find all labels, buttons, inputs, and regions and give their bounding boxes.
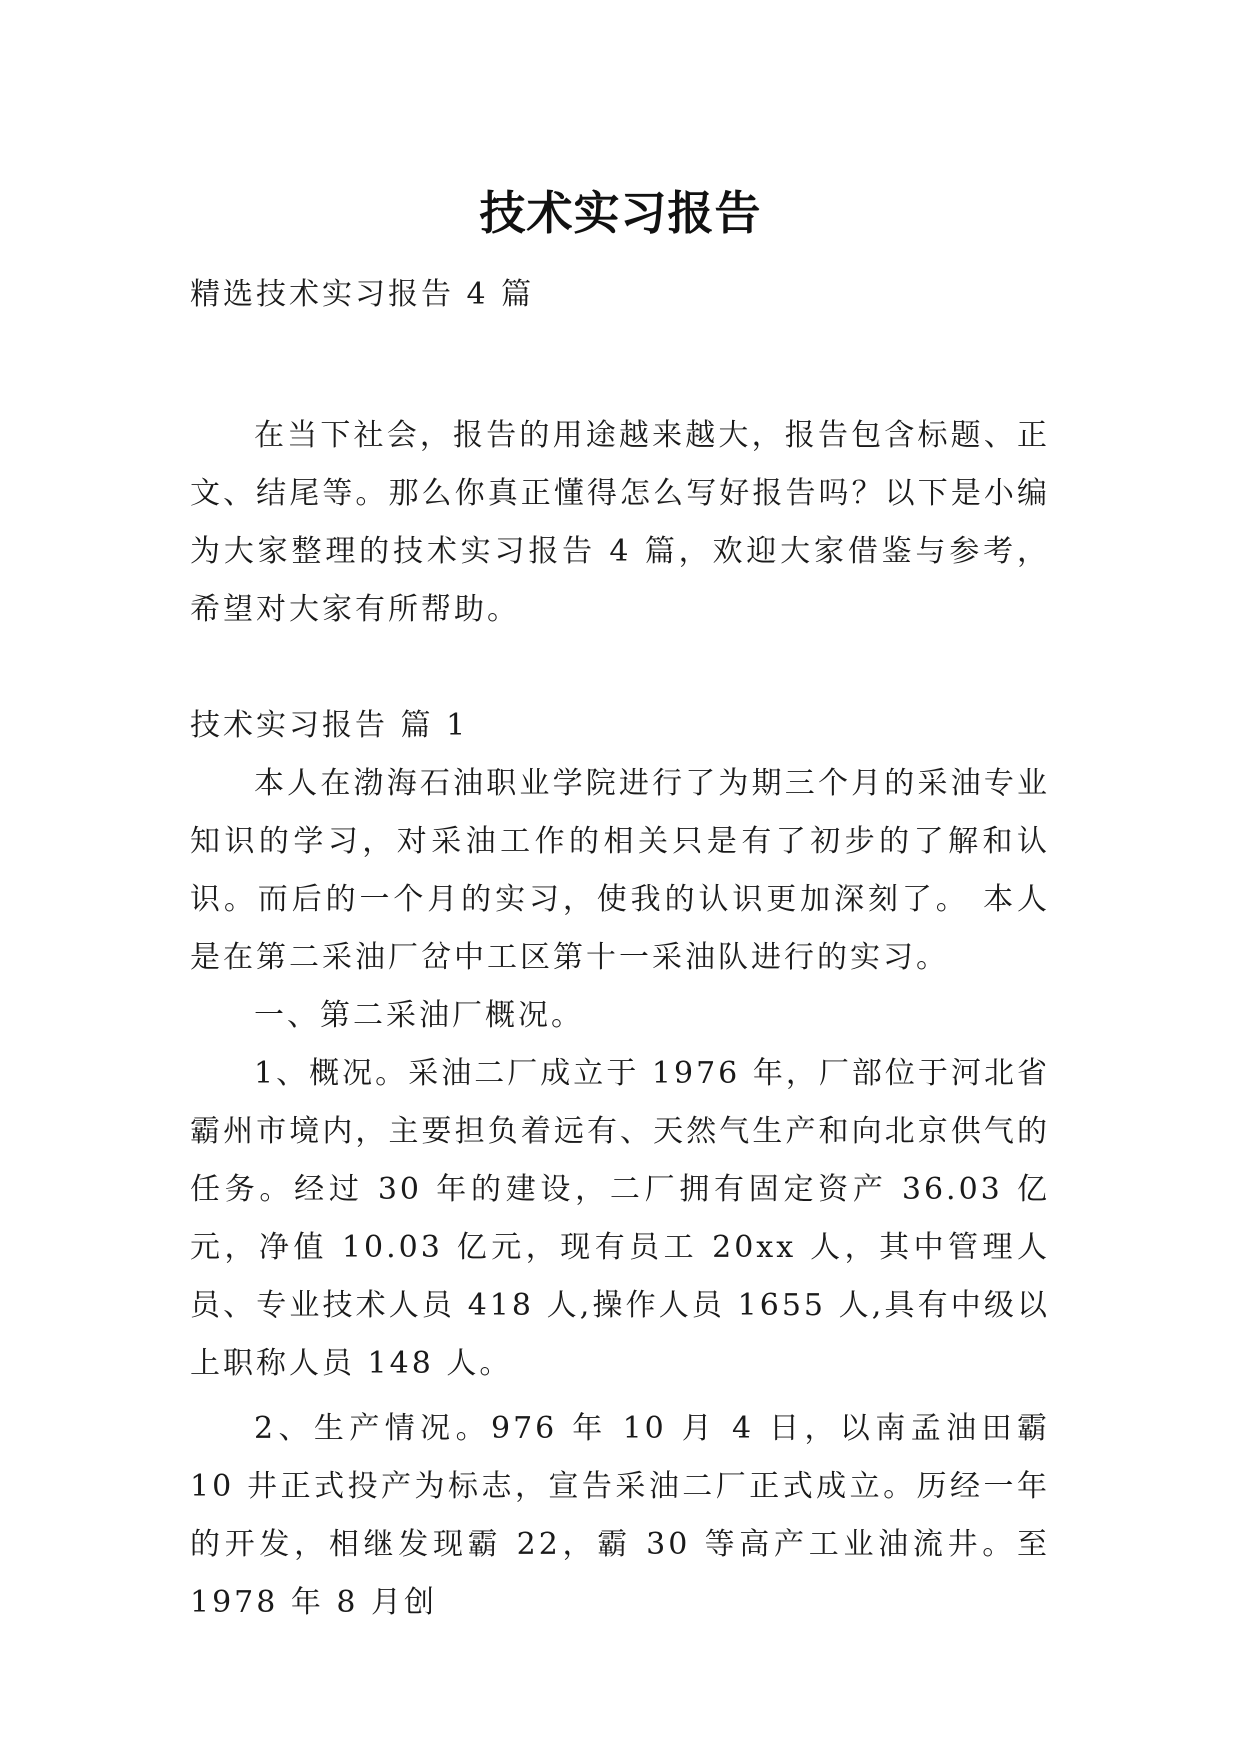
- document-title: 技术实习报告: [479, 185, 762, 240]
- document-subtitle: 精选技术实习报告 4 篇: [190, 277, 535, 312]
- body-paragraph: 2、生产情况。976 年 10 月 4 日，以南孟油田霸 10 井正式投产为标志，宣告采油二厂正式成立。历经一年的开发，相继发现霸 22，霸 30 等高产工业油流井。至 1978 年 8 月创: [190, 1411, 1050, 1620]
- body-paragraph: 本人在渤海石油职业学院进行了为期三个月的采油专业知识的学习，对采油工作的相关只是有了初步的了解和认识。而后的一个月的实习，使我的认识更加深刻了。 本人是在第二采油厂岔中工区第十一采油队进行的实习。: [190, 766, 1050, 975]
- intro-paragraph: 在当下社会，报告的用途越来越大，报告包含标题、正文、结尾等。那么你真正懂得怎么写好报告吗？以下是小编为大家整理的技术实习报告 4 篇，欢迎大家借鉴与参考，希望对大家有所帮助。: [190, 418, 1050, 627]
- body-paragraph: 1、概况。采油二厂成立于 1976 年，厂部位于河北省霸州市境内，主要担负着远有、天然气生产和向北京供气的任务。经过 30 年的建设，二厂拥有固定资产 36.03 亿元，净值 10.03 亿元，现有员工 20xx 人，其中管理人员、专业技术人员 418 人,操作人员 1655 人,具有中级以上职称人员 148 人。: [190, 1056, 1050, 1381]
- section-subheading: 一、第二采油厂概况。: [254, 998, 584, 1033]
- section-heading: 技术实习报告 篇 1: [190, 708, 469, 743]
